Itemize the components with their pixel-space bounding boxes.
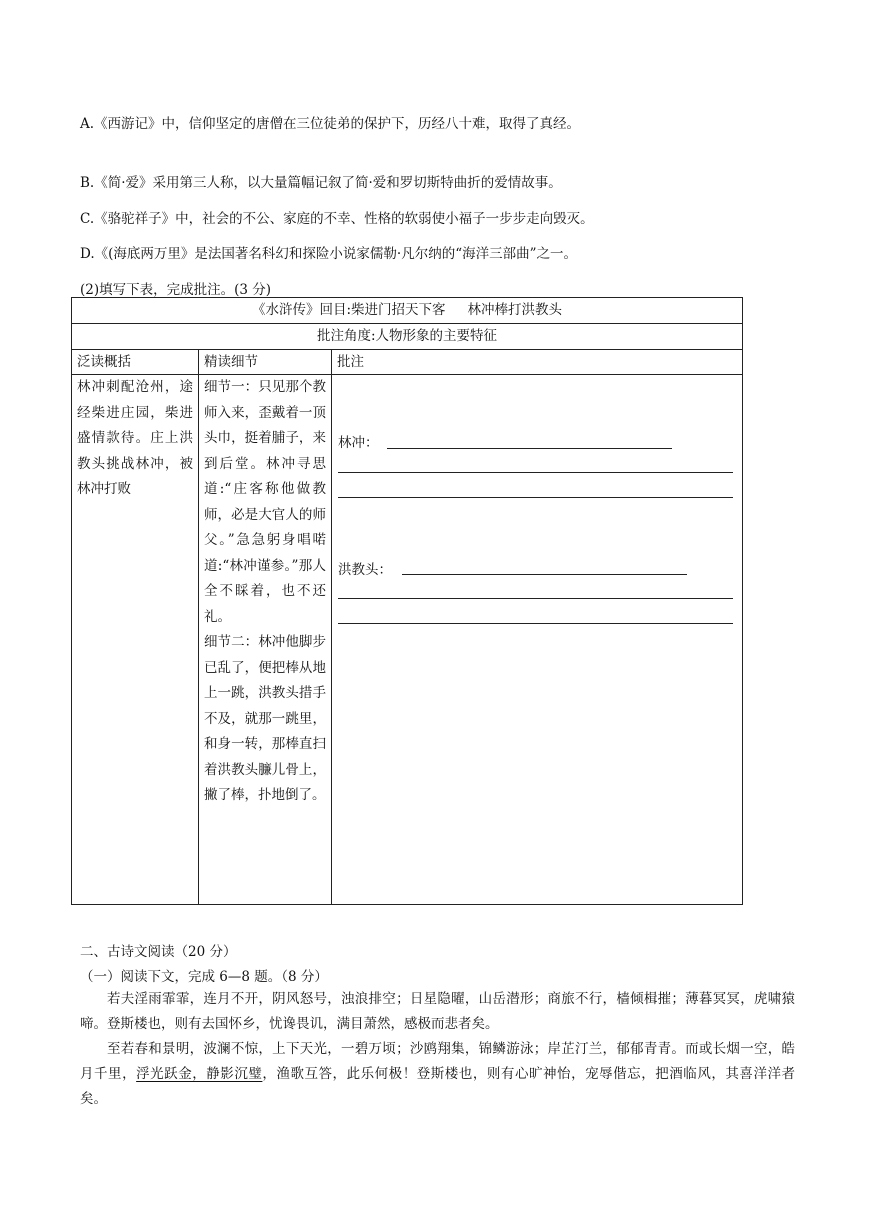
hong-answer-line-3[interactable] bbox=[338, 623, 733, 624]
question-2-prompt: (2)填写下表，完成批注。(3 分) bbox=[80, 282, 272, 298]
notes-cell bbox=[332, 375, 743, 905]
option-d: D.《(海底两万里》是法国著名科幻和探险小说家儒勒·凡尔纳的“海洋三部曲”之一。 bbox=[80, 246, 577, 262]
content-row bbox=[72, 375, 743, 905]
title-part-1: 《水浒传》回目:柴进门招天下客 bbox=[251, 302, 446, 318]
detail-cell bbox=[199, 375, 332, 905]
hong-answer-line-2[interactable] bbox=[338, 598, 733, 599]
hong-answer-line-1[interactable] bbox=[402, 574, 687, 575]
passage-paragraph-2 bbox=[80, 1037, 795, 1112]
detail-one: 细节一：只见那个教师入来，歪戴着一顶头巾，挺着脯子，来到后堂。林冲寻思道:“庄客称他做教师，必是大官人的师父。”急急躬身唱喏道:“林冲谨参。”那人全不睬着，也不还礼。 bbox=[204, 379, 326, 625]
detail-two: 细节二：林冲他脚步已乱了，便把棒从地上一跳，洪教头措手不及，就那一跳里，和身一转，那棒直扫着洪教头臁儿骨上，撇了棒，扑地倒了。 bbox=[204, 634, 326, 803]
angle-row bbox=[72, 324, 743, 350]
summary-cell: 林冲刺配沧州，途经柴进庄园，柴进盛情款待。庄上洪教头挑战林冲，被林冲打败 bbox=[72, 375, 199, 905]
para2-part-b: ，渔歌互答，此乐何极！登斯楼也，则有心旷神怡，宠辱偕忘，把酒临风，其喜洋洋者矣。 bbox=[80, 1066, 796, 1107]
header-detail: 精读细节 bbox=[199, 350, 332, 375]
table-title-row bbox=[72, 298, 743, 324]
option-c: C.《骆驼祥子》中，社会的不公、家庭的不幸、性格的软弱使小福子一步步走向毁灭。 bbox=[80, 211, 594, 227]
para2-part-a: 至若春和景明，波澜不惊，上下天光，一碧万顷；沙鸥翔集，锦鳞游泳；岸芷汀兰，郁郁青青。而或长烟一空，皓月千里， bbox=[80, 1041, 795, 1082]
option-b: B.《简·爱》采用第三人称，以大量篇幅记叙了简·爱和罗切斯特曲折的爱情故事。 bbox=[80, 175, 562, 191]
header-row bbox=[72, 350, 743, 375]
section-2-heading: 二、古诗文阅读（20 分） bbox=[80, 944, 237, 960]
linchong-answer-line-2[interactable] bbox=[338, 472, 733, 473]
table-title bbox=[72, 298, 743, 324]
annotation-angle: 批注角度:人物形象的主要特征 bbox=[72, 324, 743, 350]
header-notes: 批注 bbox=[332, 350, 743, 375]
title-part-2: 林冲棒打洪教头 bbox=[467, 302, 563, 318]
linchong-answer-line-3[interactable] bbox=[338, 497, 733, 498]
hong-label: 洪教头： bbox=[338, 562, 392, 578]
option-a: A.《西游记》中，信仰坚定的唐僧在三位徒弟的保护下，历经八十难，取得了真经。 bbox=[80, 116, 581, 132]
header-summary: 泛读概括 bbox=[72, 350, 199, 375]
linchong-label: 林冲： bbox=[338, 435, 379, 451]
section-2-subheading: （一）阅读下文，完成 6—8 题。（8 分） bbox=[80, 969, 328, 985]
passage-paragraph-1: 若夫淫雨霏霏，连月不开，阴风怒号，浊浪排空；日星隐曜，山岳潜形；商旅不行，樯倾楫摧；薄暮冥冥，虎啸猿啼。登斯楼也，则有去国怀乡，忧谗畏讥，满目萧然，感极而悲者矣。 bbox=[80, 991, 795, 1032]
linchong-answer-line-1[interactable] bbox=[387, 448, 672, 449]
annotation-table bbox=[71, 297, 743, 905]
underlined-phrase: 浮光跃金，静影沉璧 bbox=[136, 1066, 263, 1082]
